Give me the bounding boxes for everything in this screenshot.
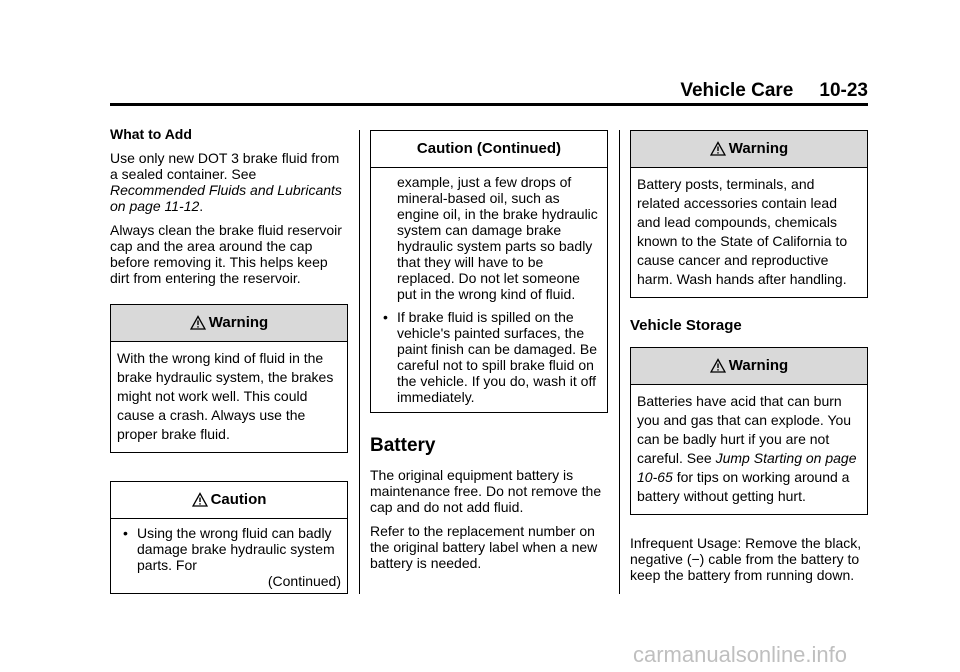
caution-bullet <box>117 525 341 573</box>
column-2 <box>370 126 608 579</box>
warning-text: Battery posts, terminals, and related accessories contain lead and lead compounds, chemicals known to the State of California to cause cancer and reproductive harm. Wash hands after handling. <box>637 176 848 287</box>
warning-triangle-icon <box>710 141 726 156</box>
battery-paragraph-1: The original equipment battery is maintenance free. Do not remove the cap and do not add fluid. <box>370 467 602 515</box>
header-rule <box>110 103 868 106</box>
warning-text: With the wrong kind of fluid in the brake hydraulic system, the brakes might not work well. This could cause a crash. Always use the proper brake fluid. <box>117 350 334 442</box>
column-3 <box>630 126 868 591</box>
caution-bullet-text: Using the wrong fluid can badly damage brake hydraulic system parts. For <box>137 525 335 573</box>
bullet-icon: • <box>123 525 128 541</box>
fluids-reference-link[interactable]: Recommended Fluids and Lubricants on page 11-12 <box>110 182 342 214</box>
warning-title: Warning <box>208 314 269 331</box>
caution-continued-bullet <box>377 309 601 405</box>
warning-box-brake-fluid <box>110 304 348 453</box>
bullet-icon: • <box>383 309 388 325</box>
watermark: carmanualsonline.info <box>632 642 848 667</box>
warning-triangle-icon <box>710 358 726 373</box>
caution-continued-header: Caution (Continued) <box>371 131 607 168</box>
warning-box-battery-lead <box>630 130 868 298</box>
page-header <box>110 80 868 102</box>
battery-paragraph-2: Refer to the replacement number on the original battery label when a new battery is needed. <box>370 523 598 571</box>
paragraph-end: . <box>199 198 204 214</box>
brake-fluid-paragraph <box>110 150 348 214</box>
caution-continued-body <box>371 168 607 412</box>
warning-text-part-b: for tips on working around a battery without getting hurt. <box>637 469 850 504</box>
continued-label: (Continued) <box>267 573 341 589</box>
warning-header <box>631 348 867 385</box>
column-divider-2 <box>619 130 620 594</box>
warning-title: Warning <box>728 140 789 157</box>
infrequent-usage-paragraph: Infrequent Usage: Remove the black, negative (−) cable from the battery to keep the battery from running down. <box>630 535 862 583</box>
caution-header <box>111 482 347 519</box>
jump-starting-link[interactable]: Jump Starting on page 10-65 <box>637 450 857 485</box>
warning-header <box>631 131 867 168</box>
warning-title: Warning <box>728 357 789 374</box>
column-divider-1 <box>359 130 360 594</box>
warning-text <box>631 385 867 514</box>
caution-box <box>110 481 348 594</box>
caution-body <box>111 519 347 593</box>
section-title: Vehicle Care <box>680 80 794 101</box>
warning-text-part-a: Batteries have acid that can burn you and gas that can explode. You can be badly hurt if you are not careful. See <box>637 393 852 466</box>
warning-triangle-icon <box>190 315 206 330</box>
warning-box-battery-acid <box>630 347 868 515</box>
battery-heading: Battery <box>370 435 436 456</box>
reservoir-paragraph: Always clean the brake fluid reservoir cap and the area around the cap before removing it. This helps keep dirt from entering the reservoir. <box>110 222 342 286</box>
caution-title: Caution <box>210 491 267 508</box>
caution-continued-box <box>370 130 608 413</box>
what-to-add-heading: What to Add <box>110 126 192 142</box>
paragraph-text: Use only new DOT 3 brake fluid from a sealed container. See <box>110 150 340 182</box>
column-1 <box>110 126 348 594</box>
caution-triangle-icon <box>192 492 208 507</box>
caution-continued-text: example, just a few drops of mineral-based oil, such as engine oil, in the brake hydraulic system can damage brake hydraulic system parts so badly that they will have to be replaced. Do not let someone put in the wrong kind of fluid. <box>397 174 598 302</box>
page-number: 10-23 <box>819 80 868 101</box>
warning-header <box>111 305 347 342</box>
vehicle-storage-heading: Vehicle Storage <box>630 317 742 334</box>
caution-continued-bullet-text: If brake fluid is spilled on the vehicle's painted surfaces, the paint finish can be damaged. Be careful not to spill brake fluid on the vehicle. If you do, wash it off immediately. <box>397 309 598 405</box>
